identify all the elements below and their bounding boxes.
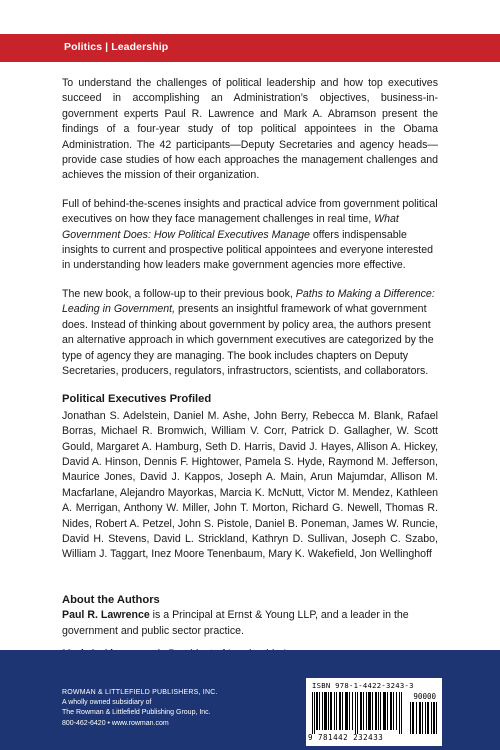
followup-text-end: presents an insightful framework of what government does. Instead of thinking about government by policy area, the authors present an alternative approach in which government executives are categorized by the type of agency they are managing. The book includes chapters on Deputy Secretaries, producers, regulators, infrastructors, scientists, and collaborators. <box>62 303 434 377</box>
barcode-addon-icon <box>410 702 438 734</box>
insights-paragraph <box>62 197 438 274</box>
publisher-subsidiary: A wholly owned subsidiary of <box>62 699 152 707</box>
back-cover-text <box>62 76 438 670</box>
profiled-heading: Political Executives Profiled <box>62 393 212 406</box>
author-bio-lawrence <box>62 608 438 639</box>
publisher-contact: 800-462-6420 • www.rowman.com <box>62 719 169 727</box>
category-bar <box>0 34 500 62</box>
publisher-info <box>62 688 218 729</box>
barcode-main-icon <box>312 692 404 734</box>
author-name-lawrence: Paul R. Lawrence <box>62 609 150 622</box>
followup-text-start: The new book, a follow-up to their previous book, <box>62 287 296 300</box>
insights-text-end: offers indispensable insights to current and prospective political appointees and everyone interested in understanding how leaders make government agencies more effective. <box>62 228 434 272</box>
isbn-text: ISBN 978-1-4422-3243-3 <box>312 681 414 690</box>
barcode-box <box>306 678 442 746</box>
category-label: Politics | Leadership <box>64 41 169 53</box>
book-title: What Government Does: How Political Executives Manage <box>62 213 399 241</box>
intro-paragraph: To understand the challenges of political leadership and how top executives succeed in accomplishing an Administration’s objectives, business-in-government experts Paul R. Lawrence and Mark A. Abramson present the findings of a four-year study of top political appointees in the Obama Administration. The 42 participants—Deputy Secretaries and agency heads—provide case studies of how each approaches the management challenges and achieves the mission of their organization. <box>62 77 438 182</box>
publisher-group: The Rowman & Littlefield Publishing Group, Inc. <box>62 709 211 717</box>
footer-band <box>0 650 500 750</box>
profiled-names: Jonathan S. Adelstein, Daniel M. Ashe, John Berry, Rebecca M. Blank, Rafael Borras, Michael R. Bromwich, William V. Corr, Patrick D. Gallagher, W. Scott Gould, Margaret A. Hamburg, Seth D. Harris, David J. Hayes, Allison A. Hickey, David A. Hinson, Dennis F. Hightower, Pamela S. Hyde, Raymond M. Jefferson, Maurice Jones, David J. Kappos, Joseph A. Main, Arun Majumdar, Allison M. Macfarlane, Alejandro Mayorkas, Marcia K. McNutt, Victor M. Mendez, Kathleen A. Merrigan, Anthony W. Miller, John T. Morton, Richard G. Newell, Thomas R. Nides, Robert A. Petzel, John S. Pistole, Daniel B. Poneman, James W. Runcie, David H. Stevens, David L. Strickland, Kathryn D. Sullivan, Joseph C. Szabo, William J. Taggart, Inez Moore Tenenbaum, Mary K. Wakefield, Jon Wellinghoff <box>62 409 438 561</box>
top-white-strip <box>0 0 500 34</box>
price-code: 90000 <box>413 692 436 701</box>
author-text-lawrence: is a Principal at Ernst & Young LLP, and a leader in the government and public sector practice. <box>62 609 409 637</box>
about-heading: About the Authors <box>62 593 160 606</box>
publisher-name: ROWMAN & LITTLEFIELD PUBLISHERS, INC. <box>62 689 218 696</box>
previous-book-title: Paths to Making a Difference: Leading in Government, <box>62 287 435 316</box>
followup-paragraph <box>62 287 438 379</box>
ean-digits: 9 781442 232433 <box>308 733 384 742</box>
insights-text-start: Full of behind-the-scenes insights and practical advice from government political executives on how they face management challenges in real time, <box>62 197 438 226</box>
